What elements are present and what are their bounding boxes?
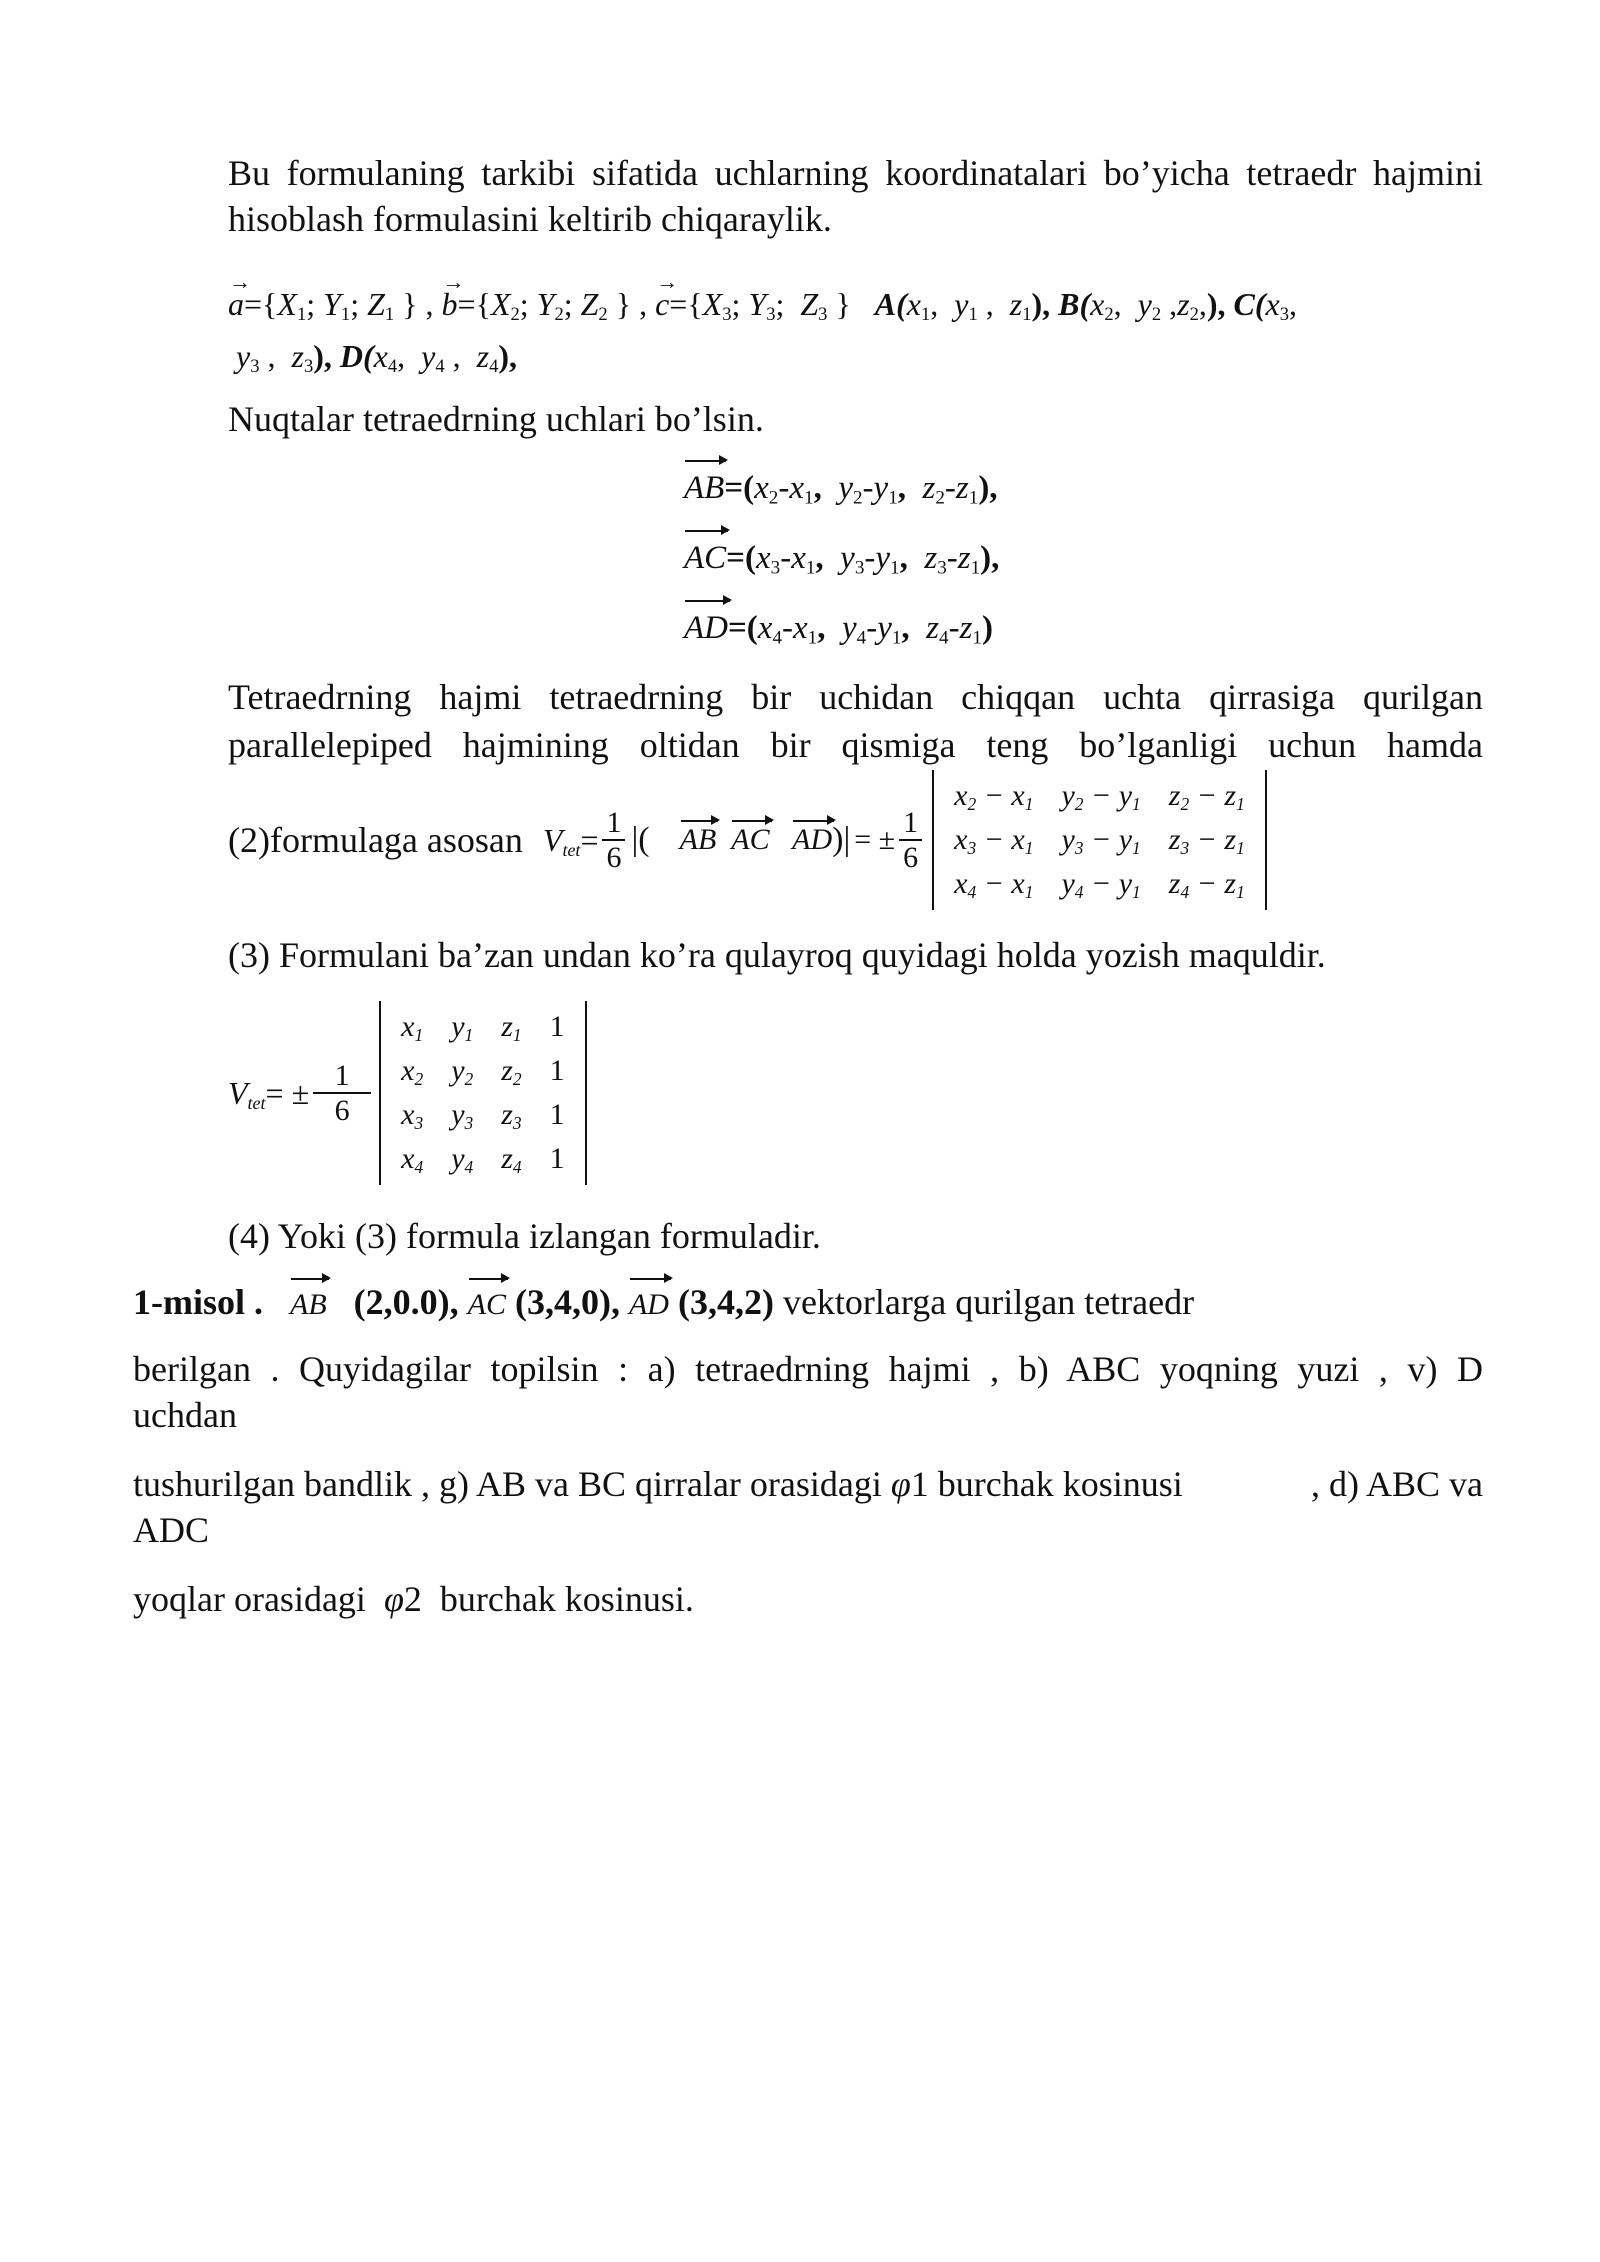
- det4-cell: $x_3$: [401, 1098, 424, 1133]
- volume-formula: (2)formulaga asosan $V_{tet}=$ $\frac{1}{6}$ |( AB AC AD )| = ± $\frac{1}{6}$ $x_2 - x_1$ $y_2 - y_1$ $z_2 - z_1$ $x_3 - x_1$ $y_3 - y_1$ $z_3 - z_1$ $x_4 - x_1$ $y_4 - y_1$ $z_4 - z_1$: [228, 770, 1498, 910]
- det4-cell: 1: [549, 1142, 565, 1175]
- example-p2-line-2: ADC: [133, 1510, 210, 1550]
- formula4-text: (4) Yoki (3) formula izlangan formuladir.: [228, 1216, 821, 1256]
- sym-Y: Y: [748, 286, 767, 322]
- example-label: 1-misol .: [133, 1282, 263, 1322]
- edge-vector-ab: $AB=(x_2-x_1$, $y_2-y_1$, $z_2-z_1$),: [684, 463, 999, 513]
- det4-cell: 1: [549, 1010, 565, 1043]
- sym-X: X: [490, 286, 511, 322]
- volume-para-line-3: (2)formulaga asosan: [228, 820, 523, 860]
- points-text: Nuqtalar tetraedrning uchlari bo’lsin.: [228, 399, 764, 439]
- edge-vector-ac: $AC=(x_3-x_1$, $y_3-y_1$, $z_3-z_1$),: [684, 533, 999, 583]
- point-B: B(: [1058, 286, 1091, 322]
- intro-line-1: Bu formulaning tarkibi sifatida uchlarning koordinatalari bo’yicha tetraedr hajmini: [228, 153, 1483, 193]
- fraction-one-sixth-3: $\frac{1}{6}$: [313, 1059, 371, 1127]
- volume-para-line-2: parallelepiped hajmining oltidan bir qismiga teng bo’lganligi uchun hamda: [228, 725, 1483, 765]
- det4-cell: 1: [549, 1054, 565, 1087]
- volume-para-line-1: Tetraedrning hajmi tetraedrning bir uchidan chiqqan uchta qirrasiga qurilgan: [228, 677, 1483, 717]
- example-p2-line-1: tushurilgan bandlik , g) AB va BC qirralar orasidagi φ1 burchak kosinusi , d) ABC va: [133, 1464, 1483, 1504]
- det4-cell: 1: [549, 1098, 565, 1131]
- point-D: D(: [339, 338, 374, 374]
- point-A: A(: [874, 286, 907, 322]
- det4-cell: $z_1$: [501, 1010, 522, 1045]
- det4-cell: $z_4$: [501, 1142, 522, 1177]
- example-heading: 1-misol . AB (2,0.0), AC (3,4,0), AD (3,4,2) vektorlarga qurilgan tetraedr: [133, 1278, 1194, 1329]
- example-p3: yoqlar orasidagi φ2 burchak kosinusi.: [133, 1579, 694, 1619]
- sym-Z: Z: [367, 286, 385, 322]
- sym-X: X: [702, 286, 723, 322]
- det4-cell: $x_4$: [401, 1142, 424, 1177]
- edge-vector-ad: $AD=(x_4-x_1$, $y_4-y_1$, $z_4-z_1$): [684, 603, 999, 653]
- sym-Z: Z: [580, 286, 599, 322]
- example-p1-line-1: berilgan . Quyidagilar topilsin : a) tetraedrning hajmi , b) ABC yoqning yuzi , v) D: [133, 1349, 1483, 1389]
- vector-a: a →: [228, 278, 244, 330]
- formula3-text: (3) Formulani ba’zan undan ko’ra qulayroq quyidagi holda yozish maquldir.: [228, 935, 1326, 975]
- sym-Z: Z: [800, 286, 819, 322]
- det4-row: [387, 1049, 578, 1093]
- volume-det-formula: $V_{tet}=$ ± $\frac{1}{6}$ $x_1$ $y_1$ $z_1$ 1 $x_2$ $y_2$ $z_2$ 1 $x_3$ $y_3$ $z_3$ 1 $x_4$ $y_4$ $z_4$ 1: [228, 1000, 587, 1186]
- det4-row: [387, 1093, 578, 1137]
- det4-row: [387, 1137, 578, 1181]
- fraction-one-sixth: $\frac{1}{6}$: [602, 806, 625, 874]
- det4-cell: $y_1$: [451, 1010, 474, 1045]
- det4-row: [387, 1005, 578, 1049]
- det4-cell: $z_2$: [501, 1054, 522, 1089]
- det4-cell: $x_1$: [401, 1010, 424, 1045]
- vectors-line: $a \to=\{X_1$; $Y_1$; $Z_1$ } , $b \to=\{X_2$; $Y_2$; $Z_2$ } , $c \to=\{X_3$; $Y_3$; $Z_3$ } $A(x_1$, $y_1$ , $z_1$), $B(x_2$, $y_2$ $,z_2$,), $C(x_3$, $y_3$ , $z_3$), $D(x_4$, $y_4$ , $z_4$),: [228, 278, 1498, 382]
- det4-cell: $z_3$: [501, 1098, 522, 1133]
- sym-Y: Y: [323, 286, 341, 322]
- vector-b: b →: [442, 278, 458, 330]
- sym-X: X: [277, 286, 297, 322]
- example-p1-line-2: uchdan: [133, 1395, 237, 1435]
- intro-line-2: hisoblash formulasini keltirib chiqaraylik.: [228, 199, 832, 239]
- det4-cell: $y_4$: [451, 1142, 474, 1177]
- point-C: C(: [1233, 286, 1266, 322]
- det4-cell: $x_2$: [401, 1054, 424, 1089]
- determinant-3x3: $x_2 - x_1$ $y_2 - y_1$ $z_2 - z_1$ $x_3 - x_1$ $y_3 - y_1$ $z_3 - z_1$ $x_4 - x_1$ $y_4 - y_1$ $z_4 - z_1$: [932, 770, 1267, 910]
- fraction-one-sixth-2: $\frac{1}{6}$: [899, 806, 922, 874]
- sym-Y: Y: [536, 286, 555, 322]
- edge-vectors: [684, 463, 999, 653]
- det4-cell: $y_3$: [451, 1098, 474, 1133]
- det4-cell: $y_2$: [451, 1054, 474, 1089]
- vector-c: c →: [655, 278, 669, 330]
- determinant-4x4: [379, 1001, 586, 1185]
